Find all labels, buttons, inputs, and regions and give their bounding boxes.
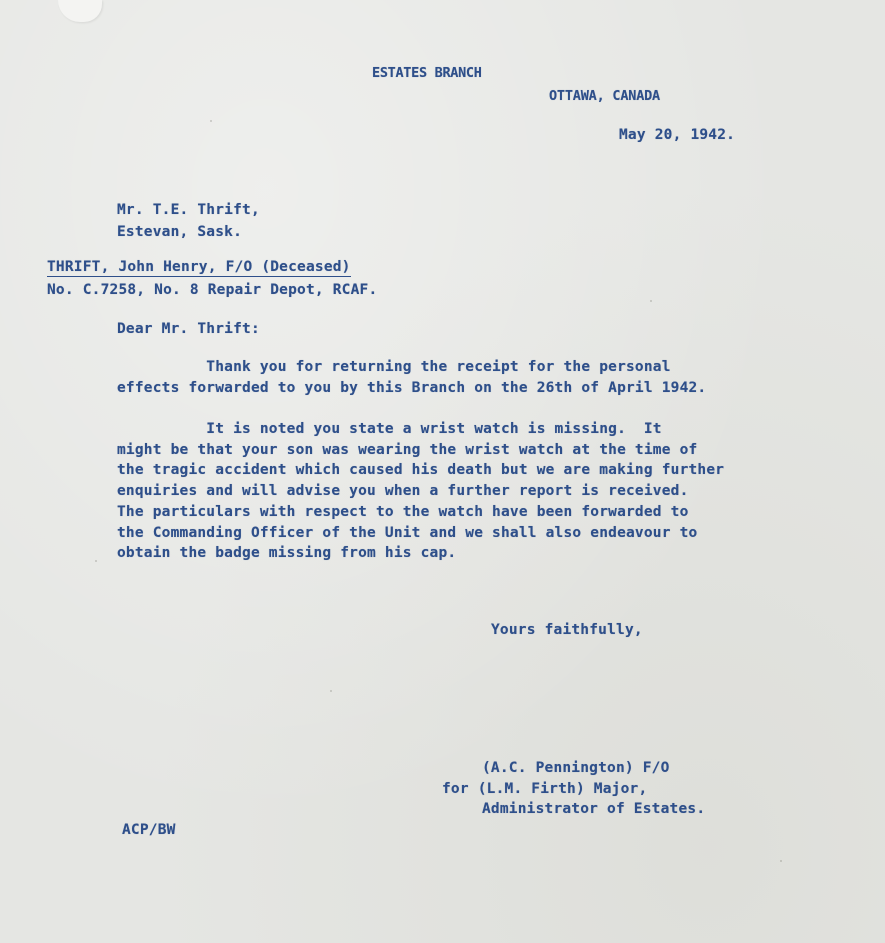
body-paragraph-1	[117, 357, 706, 398]
letter-date: May 20, 1942.	[619, 127, 736, 143]
paper-speck	[780, 860, 782, 862]
salutation: Dear Mr. Thrift:	[117, 321, 260, 337]
subject-service-line: No. C.7258, No. 8 Repair Depot, RCAF.	[47, 282, 378, 298]
body-line: obtain the badge missing from his cap.	[117, 545, 457, 562]
paper-speck	[95, 560, 97, 562]
signature-for-major: for (L.M. Firth) Major,	[442, 781, 648, 797]
body-line: Thank you for returning the receipt for the personal	[117, 359, 671, 375]
reference-initials: ACP/BW	[122, 822, 176, 838]
body-line: might be that your son was wearing the wrist watch at the time of	[117, 441, 698, 458]
body-line: The particulars with respect to the watch have been forwarded to	[117, 503, 689, 520]
body-line: It is noted you state a wrist watch is missing. It	[117, 421, 662, 437]
letterhead-location: OTTAWA, CANADA	[549, 88, 660, 104]
recipient-name: Mr. T.E. Thrift,	[117, 202, 260, 218]
subject-name-line: THRIFT, John Henry, F/O (Deceased)	[47, 259, 351, 275]
paper-speck	[650, 300, 652, 302]
body-line: effects forwarded to you by this Branch on the 26th of April 1942.	[117, 379, 707, 396]
body-line: the Commanding Officer of the Unit and we shall also endeavour to	[117, 524, 698, 541]
signature-officer: (A.C. Pennington) F/O	[482, 760, 670, 776]
torn-corner	[58, 0, 102, 22]
body-paragraph-2	[117, 419, 724, 564]
paper-speck	[330, 690, 332, 692]
signature-title: Administrator of Estates.	[482, 801, 706, 817]
closing: Yours faithfully,	[491, 622, 643, 638]
recipient-address: Estevan, Sask.	[117, 224, 243, 240]
body-line: the tragic accident which caused his death but we are making further	[117, 462, 725, 479]
letterhead-branch: ESTATES BRANCH	[372, 65, 482, 81]
body-line: enquiries and will advise you when a further report is received.	[117, 483, 689, 500]
paper-speck	[210, 120, 212, 122]
